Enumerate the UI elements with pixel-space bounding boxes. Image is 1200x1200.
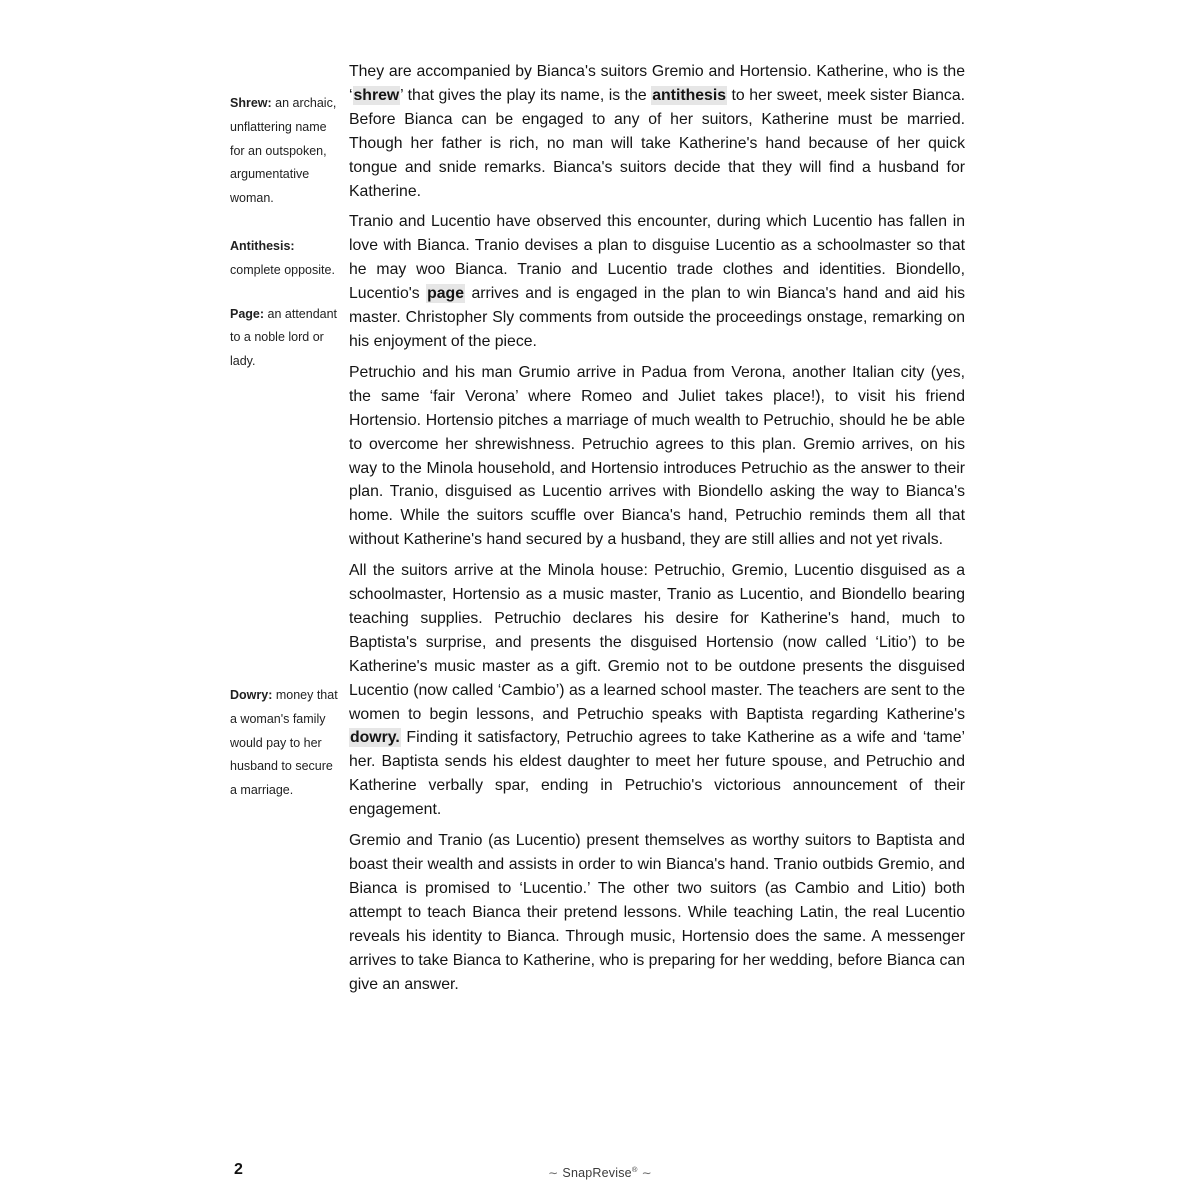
- highlight-antithesis: antithesis: [652, 86, 726, 104]
- paragraph-3: Petruchio and his man Grumio arrive in Padua from Verona, another Italian city (yes, the same ‘fair Verona’ where Romeo and Juliet takes place!), to visit his friend Hortensio. Hortensio pitches a marriage of much wealth to Petruchio, should he be able to overcome her shrewishness. Petruchio agrees to this plan. Gremio arrives, on his way to the Minola household, and Hortensio introduces Petruchio as the answer to their plan. Tranio, disguised as Lucentio arrives with Biondello asking the way to Bianca's home. While the suitors scuffle over Bianca's hand, Petruchio reminds them all that without Katherine's hand secured by a husband, they are still allies and not yet rivals.: [349, 363, 965, 549]
- brand-name: SnapRevise: [562, 1166, 632, 1181]
- tilde-left-icon: ∼: [548, 1166, 559, 1181]
- paragraph-4-part-a: All the suitors arrive at the Minola house: Petruchio, Gremio, Lucentio disguised as a schoolmaster, Hortensio as a music master, Tranio as Lucentio, and Biondello bearing teaching supplies. Petruchio declares his desire for Katherine's hand, much to Baptista's surprise, and presents the disguised Hortensio (now called ‘Litio’) to be Katherine's music master as a gift. Gremio not to be outdone presents the disguised Lucentio (now called ‘Cambio’) as a learned school master. The teachers are sent to the women to begin lessons, and Petruchio speaks with Baptista regarding Katherine's: [349, 562, 965, 723]
- glossary-term-dowry: Dowry:: [230, 687, 273, 702]
- paragraph-1-part-b: ’ that gives the play its name, is the: [400, 86, 652, 104]
- registered-trademark-icon: ®: [631, 1165, 638, 1174]
- glossary-entry-antithesis: [230, 235, 338, 283]
- paragraph-1-part-c: to her sweet, meek sister Bianca. Before Bianca can be engaged to any of her suitors, Katherine must be married. Though her father is rich, no man will take Katherine's hand because of her quick tongue and snide remarks. Bianca's suitors decide that they will find a husband for Katherine.: [349, 86, 965, 200]
- paragraph-2-part-a: Tranio and Lucentio have observed this encounter, during which Lucentio has fallen in love with Bianca. Tranio devises a plan to disguise Lucentio as a schoolmaster so that he may woo Bianca. Tranio and Lucentio trade clothes and identities. Biondello, Lucentio's: [349, 213, 965, 303]
- glossary-margin-column: [230, 60, 338, 803]
- glossary-definition-dowry: money that a woman's family would pay to her husband to secure a marriage.: [230, 687, 338, 798]
- glossary-definition-shrew: an archaic, unflattering name for an outspoken, argumentative woman.: [230, 96, 337, 206]
- main-text-column: [349, 60, 965, 996]
- page-number: 2: [234, 1161, 243, 1178]
- glossary-term-page: Page:: [230, 306, 265, 321]
- paragraph-2: [349, 210, 965, 353]
- paragraph-1-part-a: They are accompanied by Bianca's suitors Gremio and Hortensio. Katherine, who is the ‘: [349, 63, 965, 104]
- highlight-page: page: [427, 285, 464, 303]
- highlight-shrew: shrew: [353, 86, 400, 104]
- glossary-definition-page: an attendant to a noble lord or lady.: [230, 306, 338, 369]
- glossary-entry-shrew: [230, 92, 338, 211]
- paragraph-5: Gremio and Tranio (as Lucentio) present themselves as worthy suitors to Baptista and boast their wealth and assists in order to win Bianca's hand. Tranio outbids Gremio, and Bianca is promised to ‘Lucentio.’ The other two suitors (as Cambio and Litio) both attempt to teach Bianca their pretend lessons. While teaching Latin, the real Lucentio reveals his identity to Bianca. Through music, Hortensio does the same. A messenger arrives to take Bianca to Katherine, who is preparing for her wedding, before Bianca can give an answer.: [349, 832, 965, 993]
- paragraph-4: [349, 559, 965, 822]
- glossary-term-antithesis: Antithesis:: [230, 238, 295, 253]
- page-footer: [0, 1155, 1200, 1195]
- paragraph-4-part-b: Finding it satisfactory, Petruchio agrees to take Katherine as a wife and ‘tame’ her. Baptista sends his eldest daughter to meet her future spouse, and Petruchio and Katherine verbally spar, ending in Petruchio's victorious announcement of their engagement.: [349, 729, 965, 819]
- glossary-entry-page: [230, 303, 338, 374]
- highlight-dowry: dowry.: [350, 729, 400, 747]
- brand-mark: [0, 1165, 1200, 1180]
- glossary-definition-antithesis: complete opposite.: [230, 262, 335, 277]
- glossary-entry-dowry: [230, 684, 338, 803]
- glossary-term-shrew: Shrew:: [230, 96, 272, 110]
- tilde-right-icon: ∼: [641, 1166, 652, 1181]
- paragraph-1: [349, 60, 965, 203]
- paragraph-2-part-b: arrives and is engaged in the plan to win Bianca's hand and aid his master. Christopher Sly comments from outside the proceedings onstage, remarking on his enjoyment of the piece.: [349, 285, 966, 350]
